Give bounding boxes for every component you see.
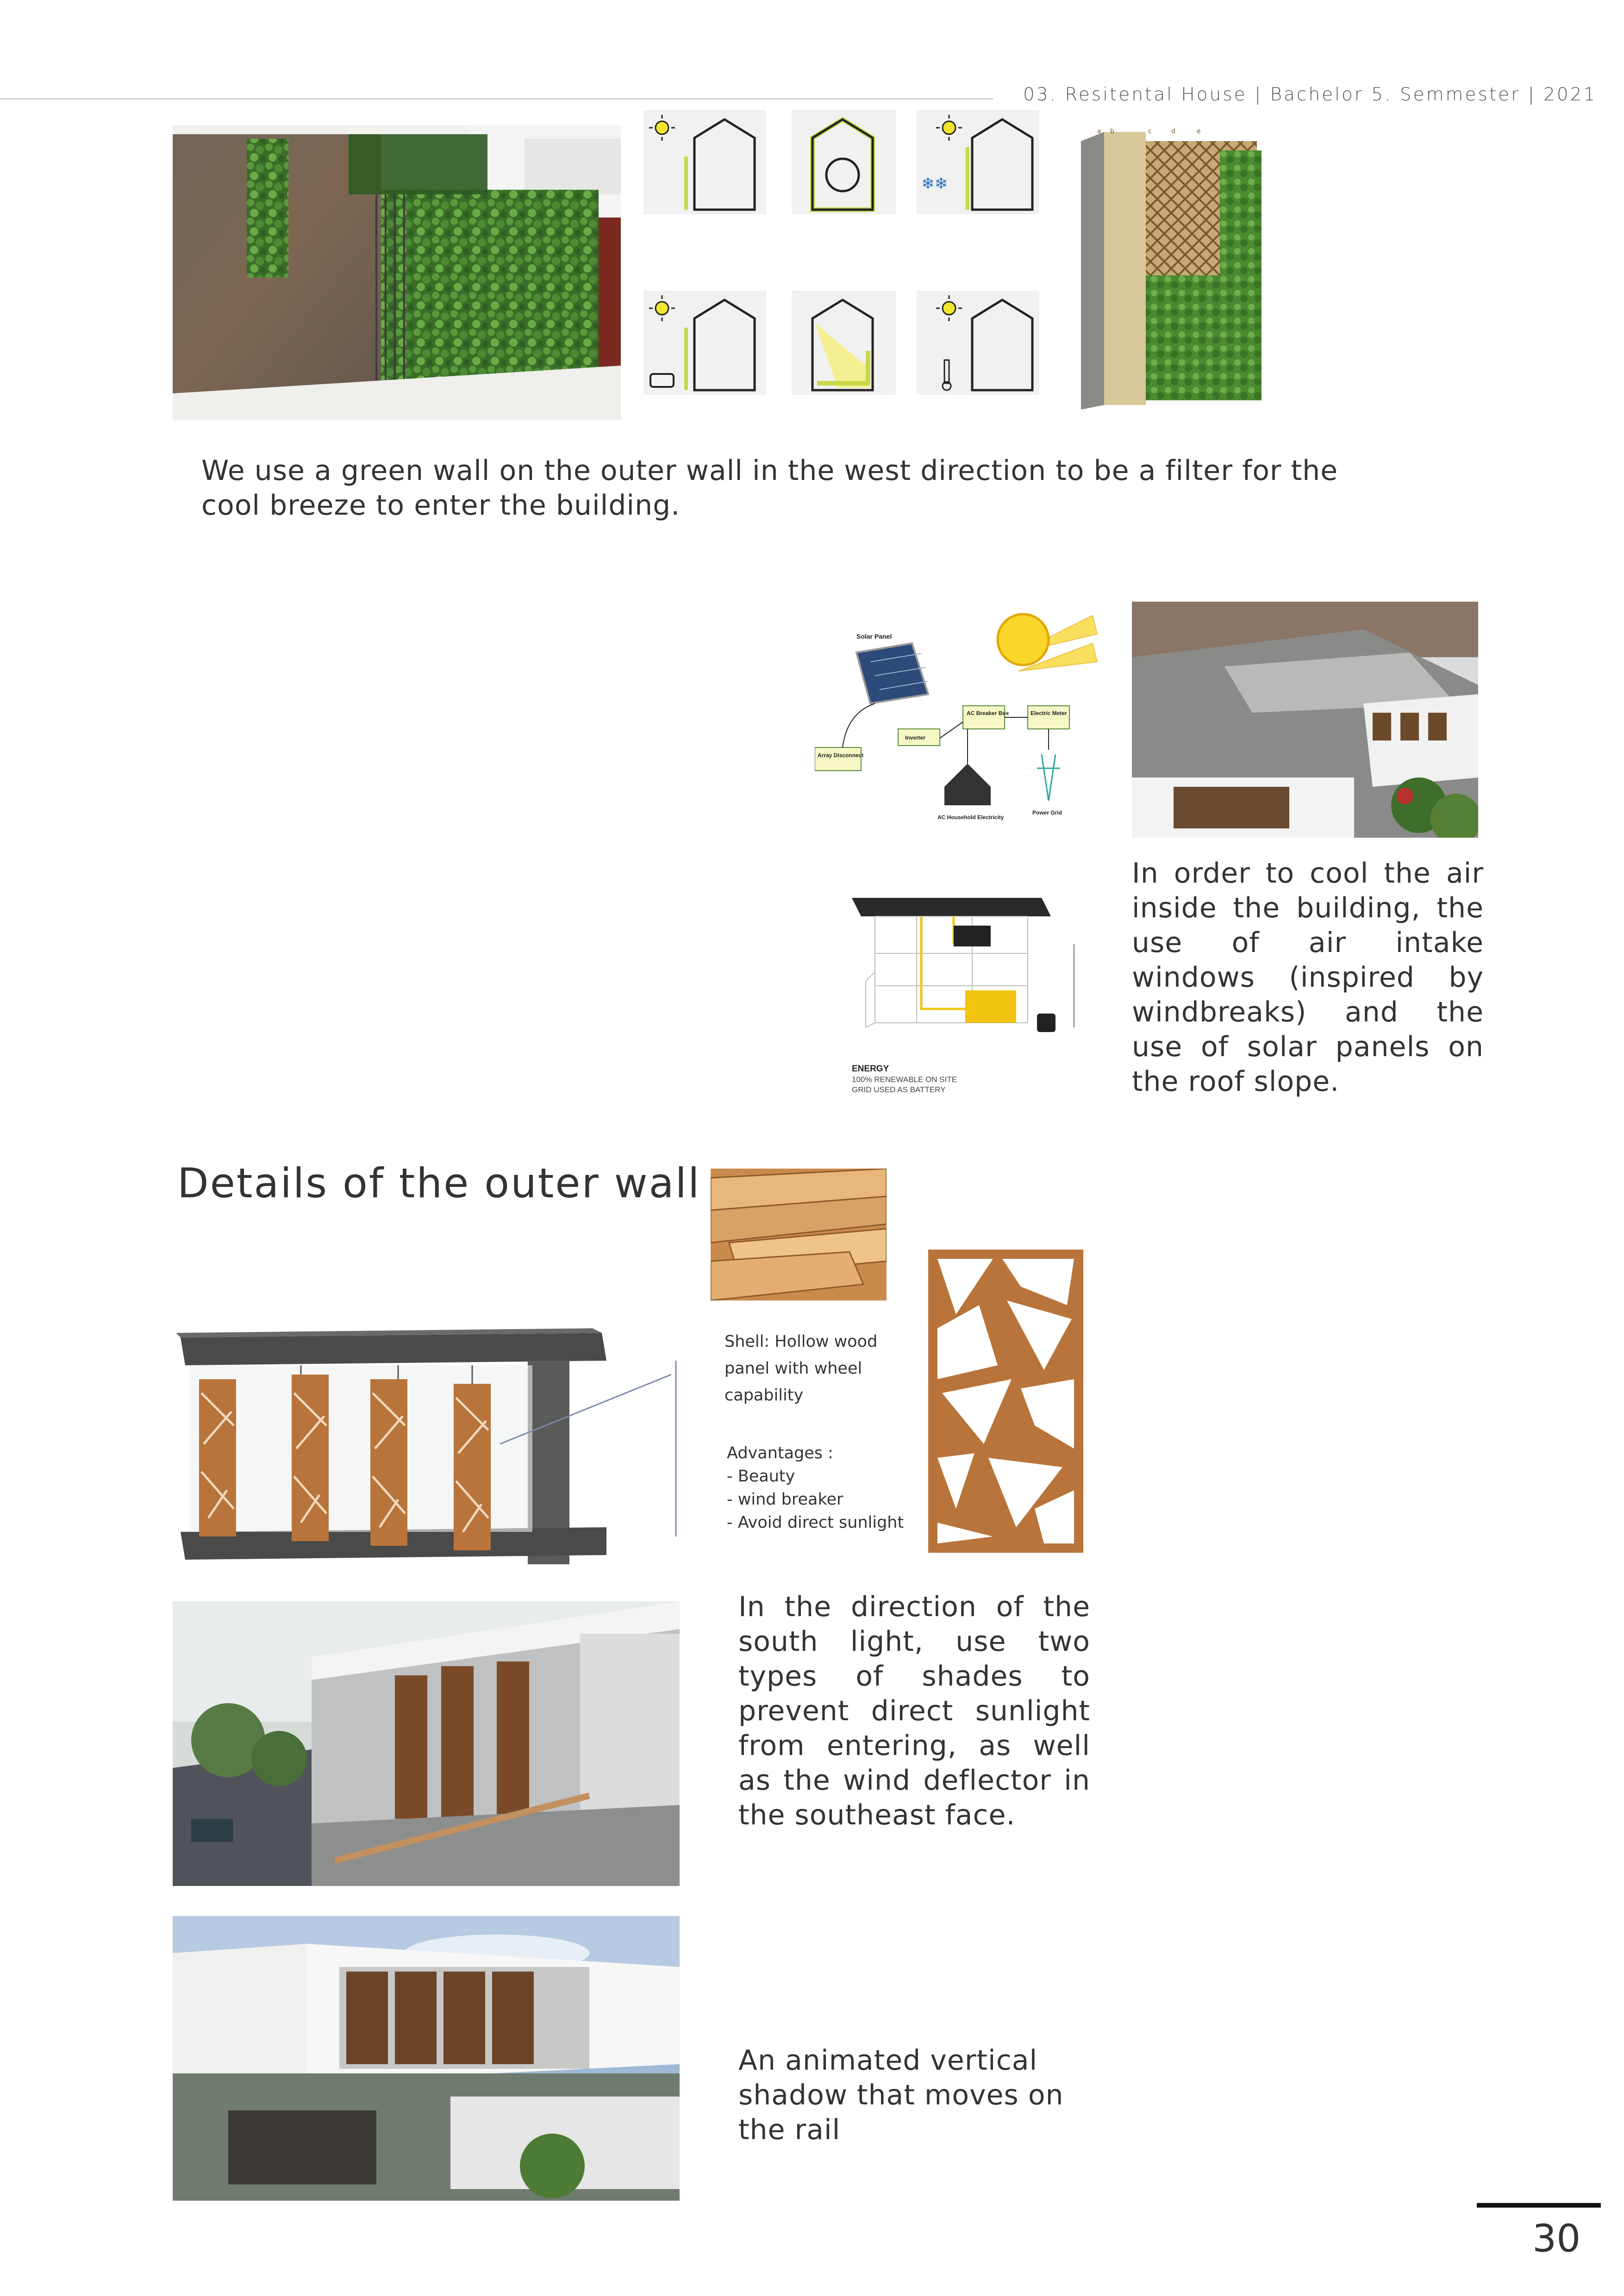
energy-title: ENERGY — [852, 1064, 889, 1074]
animated-shadow-render — [173, 1916, 680, 2201]
detail-marker-row — [1097, 128, 1213, 139]
electric-meter-label: Electric Meter — [1031, 710, 1067, 716]
detail-marker-e: e — [1197, 128, 1201, 135]
detail-marker-d: d — [1171, 128, 1175, 135]
power-grid-label: Power Grid — [1032, 809, 1062, 816]
energy-diagram — [847, 889, 1088, 1101]
detail-marker-c: c — [1148, 128, 1152, 135]
solar-panel-label: Solar Panel — [856, 633, 892, 640]
advantages-block — [727, 1442, 940, 1534]
climate-diagrams — [643, 110, 1042, 406]
array-disconnect-label: Array Disconnect — [818, 752, 864, 759]
header-rule — [0, 98, 993, 100]
wood-lattice-panel — [928, 1250, 1083, 1553]
shell-text: Shell: Hollow wood panel with wheel capability — [725, 1332, 878, 1405]
energy-line-2: GRID USED AS BATTERY — [852, 1085, 946, 1094]
outer-wall-3d-drawing — [176, 1324, 681, 1583]
inverter-label: Inverter — [905, 734, 926, 741]
cooling-text: In order to cool the air inside the building, the use of air intake windows (inspired by windbreaks) and the use of solar panels on the roof slope. — [1132, 857, 1484, 1098]
green-wall-caption: We use a green wall on the outer wall in the west direction to be a filter for the cool breeze to enter the building. — [201, 454, 1338, 522]
solar-system-diagram — [815, 602, 1102, 824]
energy-line-1: 100% RENEWABLE ON SITE — [852, 1075, 957, 1084]
south-light-text: In the direction of the south light, use two types of shades to prevent direct sunlight from entering, as well as the wind deflector in the southeast face. — [738, 1591, 1090, 1831]
advantage-item: - Avoid direct sunlight — [727, 1513, 904, 1532]
advantages-title: Advantages : — [727, 1444, 833, 1462]
svg-text:❄❄: ❄❄ — [921, 174, 948, 193]
ac-breaker-label: AC Breaker Box — [967, 710, 1009, 716]
household-label: AC Household Electricity — [937, 814, 1004, 821]
header-title: 03. Resitental House | Bachelor 5. Semmester | 2021 — [1023, 84, 1597, 105]
page-number-bar — [1477, 2203, 1601, 2208]
detail-marker-b: b — [1110, 128, 1114, 135]
green-wall-photo — [173, 125, 621, 420]
animated-shadow-text: An animated vertical shadow that moves on the rail — [738, 2044, 1064, 2146]
page-number: 30 — [1532, 2217, 1581, 2261]
roof-render — [1132, 602, 1478, 838]
detail-marker-a: a — [1097, 128, 1101, 135]
green-wall-detail — [1053, 123, 1266, 410]
south-facade-render — [173, 1601, 680, 1886]
outer-wall-title: Details of the outer wall — [177, 1159, 701, 1207]
wood-planks-photo — [711, 1169, 887, 1300]
advantage-item: - Beauty — [727, 1467, 795, 1486]
advantage-item: - wind breaker — [727, 1490, 843, 1509]
